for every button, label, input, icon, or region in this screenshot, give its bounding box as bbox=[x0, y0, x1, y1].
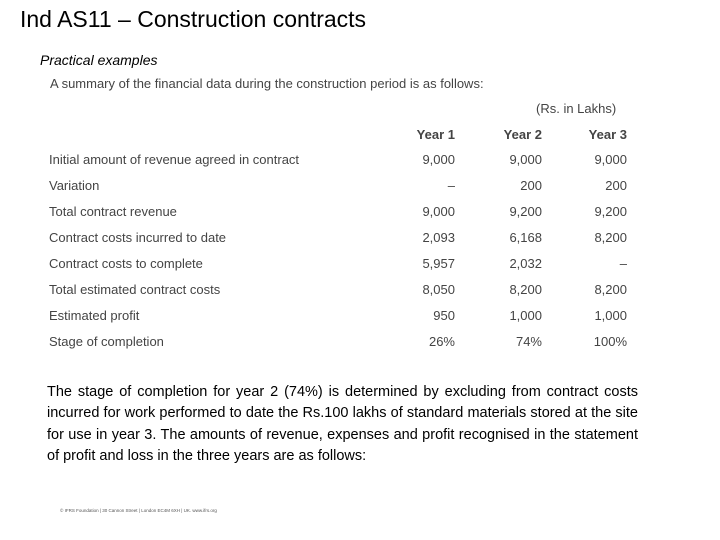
row-label: Contract costs to complete bbox=[49, 255, 203, 271]
cell-year-1: 5,957 bbox=[422, 255, 455, 271]
header-blank bbox=[46, 122, 389, 146]
cell-year-2: 9,000 bbox=[509, 151, 542, 167]
cell-year-1: 9,000 bbox=[422, 151, 455, 167]
slide-title: Ind AS11 – Construction contracts bbox=[20, 6, 367, 32]
cell-year-1: 8,050 bbox=[422, 281, 455, 297]
cell-year-2: 8,200 bbox=[509, 281, 542, 297]
table-row bbox=[46, 276, 627, 302]
row-label: Estimated profit bbox=[49, 307, 140, 323]
cell-year-2: 9,200 bbox=[509, 203, 542, 219]
table-row bbox=[46, 250, 627, 276]
cell-year-3: 9,000 bbox=[594, 151, 627, 167]
cell-year-2: 74% bbox=[515, 333, 542, 349]
table-intro: A summary of the financial data during the construction period is as follows: bbox=[50, 76, 484, 91]
row-label: Total contract revenue bbox=[49, 203, 177, 219]
units-note: (Rs. in Lakhs) bbox=[536, 101, 617, 116]
cell-year-3: – bbox=[619, 255, 627, 271]
cell-year-1: 950 bbox=[433, 307, 455, 323]
row-label: Contract costs incurred to date bbox=[49, 229, 227, 245]
header-year-3: Year 3 bbox=[588, 126, 627, 142]
table-row bbox=[46, 302, 627, 328]
cell-year-3: 100% bbox=[593, 333, 627, 349]
cell-year-3: 200 bbox=[605, 177, 627, 193]
row-label: Variation bbox=[49, 177, 100, 193]
table-row bbox=[46, 146, 627, 172]
slide-subtitle: Practical examples bbox=[40, 52, 158, 68]
row-label: Initial amount of revenue agreed in contract bbox=[49, 151, 300, 167]
cell-year-1: 26% bbox=[428, 333, 455, 349]
cell-year-2: 2,032 bbox=[509, 255, 542, 271]
table-row bbox=[46, 224, 627, 250]
table-row bbox=[46, 328, 627, 354]
cell-year-2: 200 bbox=[520, 177, 542, 193]
header-year-2: Year 2 bbox=[503, 126, 542, 142]
table-row bbox=[46, 198, 627, 224]
cell-year-2: 1,000 bbox=[509, 307, 542, 323]
cell-year-3: 1,000 bbox=[594, 307, 627, 323]
table-row bbox=[46, 172, 627, 198]
cell-year-3: 8,200 bbox=[594, 229, 627, 245]
cell-year-1: – bbox=[447, 177, 455, 193]
cell-year-2: 6,168 bbox=[509, 229, 542, 245]
cell-year-1: 2,093 bbox=[422, 229, 455, 245]
cell-year-3: 9,200 bbox=[594, 203, 627, 219]
footer-copyright: © IFRS Foundation | 30 Cannon Street | London EC4M 6XH | UK. www.ifrs.org bbox=[60, 508, 217, 513]
header-year-1: Year 1 bbox=[416, 126, 455, 142]
cell-year-1: 9,000 bbox=[422, 203, 455, 219]
financial-data-table bbox=[46, 122, 627, 354]
row-label: Stage of completion bbox=[49, 333, 164, 349]
table-header-row bbox=[46, 122, 627, 146]
row-label: Total estimated contract costs bbox=[49, 281, 221, 297]
explanation-paragraph: The stage of completion for year 2 (74%) is determined by excluding from contract costs incurred for work performed to date the Rs.100 lakhs of standard materials stored at the site for use in year 3. The amounts of revenue, expenses and profit recognised in the statement of profit and loss in the three years are as follows: bbox=[47, 383, 638, 465]
cell-year-3: 8,200 bbox=[594, 281, 627, 297]
